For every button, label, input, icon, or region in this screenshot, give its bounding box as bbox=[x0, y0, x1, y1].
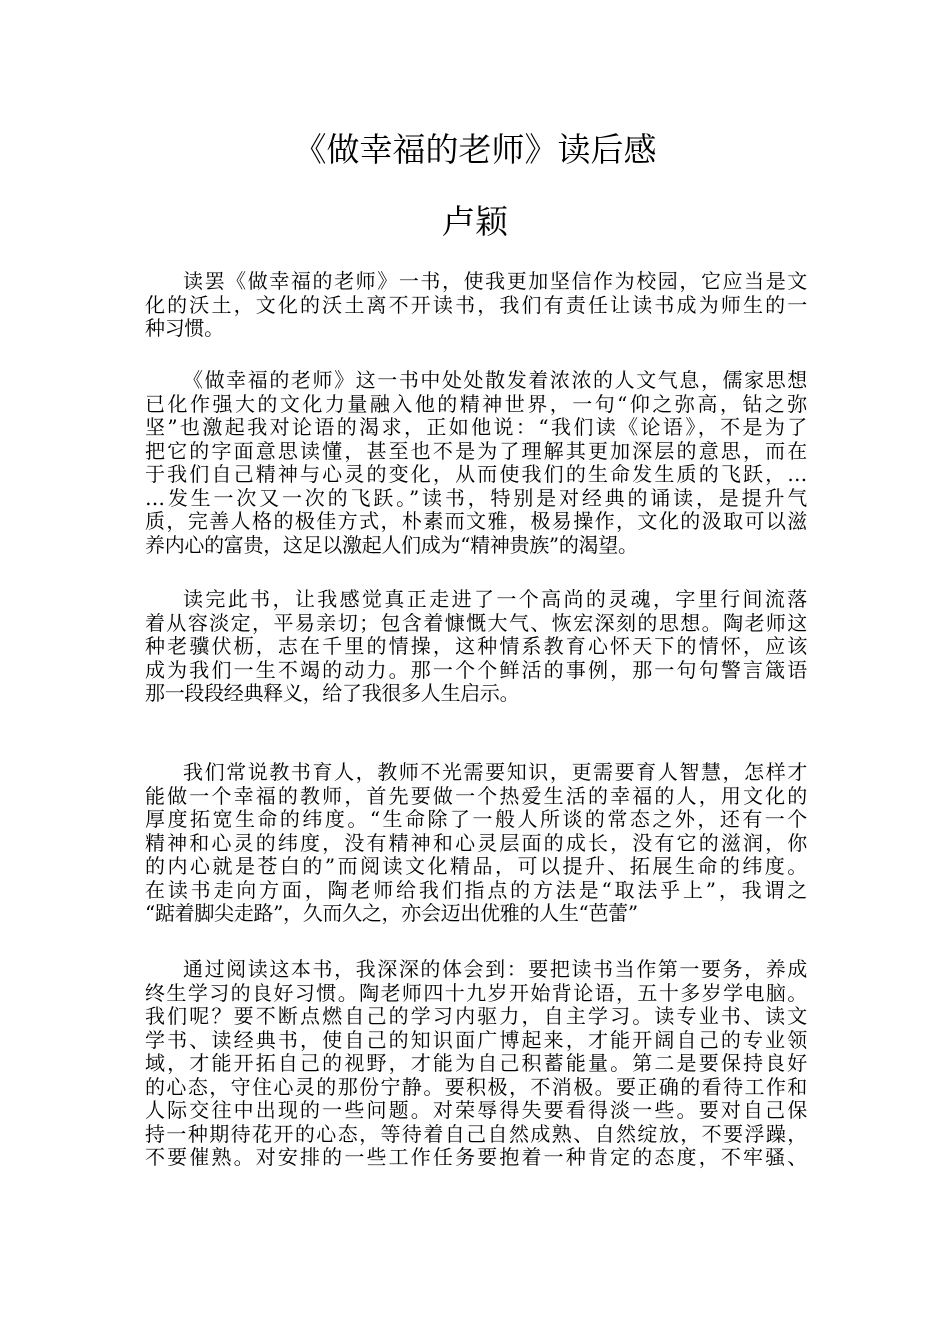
paragraph-line: …发生一次又一次的飞跃。”读书，特别是对经典的诵读，是提升气 bbox=[145, 485, 807, 510]
paragraph-5 bbox=[145, 958, 807, 1170]
paragraph-3 bbox=[145, 588, 807, 706]
paragraph-line: 那一段段经典释义，给了我很多人生启示。 bbox=[145, 681, 520, 705]
paragraph-line: 于我们自己精神与心灵的变化，从而使我们的生命发生质的飞跃，… bbox=[145, 462, 807, 486]
paragraph-line: 着从容淡定，平易亲切；包含着慷慨大气、恢宏深刻的思想。陶老师这 bbox=[145, 610, 807, 635]
paragraph-2 bbox=[145, 369, 807, 557]
paragraph-line: 把它的字面意思读懂，甚至也不是为了理解其更加深层的意思，而在 bbox=[145, 438, 807, 463]
paragraph-line: 不要催熟。对安排的一些工作任务要抱着一种肯定的态度，不牢骚、 bbox=[145, 1145, 807, 1169]
paragraph-line: 终生学习的良好习惯。陶老师四十九岁开始背论语，五十多岁学电脑。 bbox=[145, 980, 807, 1005]
paragraph-line: 通过阅读这本书，我深深的体会到：要把读书当作第一要务，养成 bbox=[183, 957, 807, 981]
paragraph-line: 的内心就是苍白的”而阅读文化精品，可以提升、拓展生命的纬度。 bbox=[145, 854, 807, 878]
paragraph-line: 域，才能开拓自己的视野，才能为自己积蓄能量。第二是要保持良好 bbox=[145, 1051, 807, 1075]
paragraph-line: 的心态，守住心灵的那份宁静。要积极，不消极。要正确的看待工作和 bbox=[145, 1074, 807, 1099]
paragraph-4 bbox=[145, 761, 807, 926]
paragraph-line: 养内心的富贵，这足以激起人们成为“精神贵族”的渴望。 bbox=[145, 532, 638, 557]
paragraph-1 bbox=[145, 270, 807, 341]
paragraph-line: 我们常说教书育人，教师不光需要知识，更需要育人智慧，怎样才 bbox=[183, 760, 807, 784]
paragraph-line: 人际交往中出现的一些问题。对荣辱得失要看得淡一些。要对自己保 bbox=[145, 1098, 807, 1122]
document-author: 卢颖 bbox=[442, 202, 508, 241]
document-title: 《做幸福的老师》读后感 bbox=[293, 130, 657, 169]
paragraph-line: 学书、读经典书，使自己的知识面广博起来，才能开阔自己的专业领 bbox=[145, 1027, 807, 1052]
paragraph-line: 坚”也激起我对论语的渴求，正如他说：“我们读《论语》，不是为了 bbox=[145, 415, 807, 439]
paragraph-line: 种习惯。 bbox=[145, 316, 224, 340]
paragraph-line: “踮着脚尖走路”，久而久之，亦会迈出优雅的人生“芭蕾” bbox=[145, 901, 638, 925]
paragraph-line: 读罢《做幸福的老师》一书，使我更加坚信作为校园，它应当是文 bbox=[183, 269, 807, 293]
paragraph-line: 在读书走向方面，陶老师给我们指点的方法是“取法乎上”，我谓之 bbox=[145, 877, 807, 902]
paragraph-line: 我们呢？要不断点燃自己的学习内驱力，自主学习。读专业书、读文 bbox=[145, 1004, 807, 1028]
paragraph-line: 《做幸福的老师》这一书中处处散发着浓浓的人文气息，儒家思想 bbox=[183, 368, 807, 392]
paragraph-line: 持一种期待花开的心态，等待着自己自然成熟、自然绽放，不要浮躁， bbox=[145, 1121, 807, 1146]
paragraph-line: 精神和心灵的纬度，没有精神和心灵层面的成长，没有它的滋润，你 bbox=[145, 830, 807, 855]
paragraph-line: 读完此书，让我感觉真正走进了一个高尚的灵魂，字里行间流落 bbox=[183, 587, 807, 611]
paragraph-line: 能做一个幸福的教师，首先要做一个热爱生活的幸福的人，用文化的 bbox=[145, 783, 807, 808]
paragraph-line: 已化作强大的文化力量融入他的精神世界，一句“仰之弥高，钻之弥 bbox=[145, 391, 807, 416]
paragraph-line: 厚度拓宽生命的纬度。“生命除了一般人所谈的常态之外，还有一个 bbox=[145, 807, 807, 831]
paragraph-line: 成为我们一生不竭的动力。那一个个鲜活的事例，那一句句警言箴语 bbox=[145, 657, 807, 682]
paragraph-line: 化的沃土，文化的沃土离不开读书，我们有责任让读书成为师生的一 bbox=[145, 292, 807, 317]
paragraph-line: 种老骥伏枥，志在千里的情操，这种情系教育心怀天下的情怀，应该 bbox=[145, 634, 807, 658]
paragraph-line: 质，完善人格的极佳方式，朴素而文雅，极易操作，文化的汲取可以滋 bbox=[145, 509, 807, 533]
